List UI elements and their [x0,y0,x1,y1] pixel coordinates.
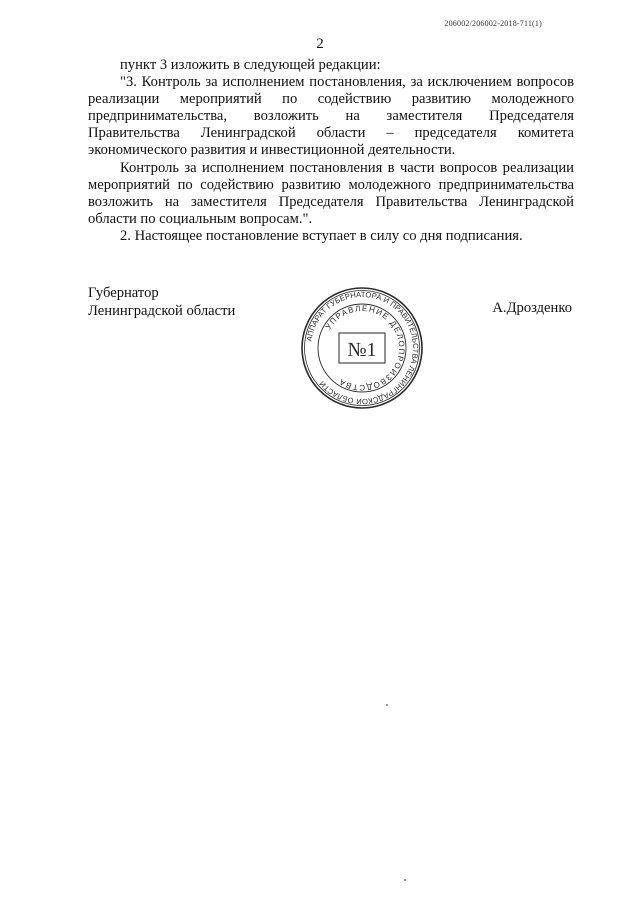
seal-outer-text: АППАРАТ ГУБЕРНАТОРА И ПРАВИТЕЛЬСТВА ЛЕНИНГРАДСКОЙ ОБЛАСТИ [304,289,421,407]
paragraph-effective: 2. Настоящее постановление вступает в силу со дня подписания. [120,227,523,244]
signatory-region: Ленинградской области [88,302,236,319]
signatory-title: Губернатор [88,285,159,301]
seal-inner-text: УПРАВЛЕНИЕ ДЕЛОПРОИЗВОДСТВА [323,303,407,393]
document-code: 206002/206002-2018-711(1) [444,19,542,28]
page-number: 2 [316,36,324,52]
signatory-position [88,285,235,320]
paragraph-control-1: "3. Контроль за исполнением постановления, за исключением вопросов реализации мероприятий по содействию развитию молодежного предпринимательства, возложить на заместителя Председателя Правительства Ленинградской области – председателя комитета экономического развития и инвестиционной деятельности. [88,74,574,159]
scan-speck [404,879,406,881]
document-body [88,57,574,245]
seal-stamp-graphic [300,286,424,410]
paragraph-intro: пункт 3 изложить в следующей редакции: [120,57,381,73]
signatory-name: А.Дрозденко [492,300,572,316]
official-seal [300,286,424,410]
seal-number: №1 [347,339,377,361]
paragraph-control-2: Контроль за исполнением постановления в части вопросов реализации мероприятий по содействию развитию молодежного предпринимательства возложить на заместителя Председателя Правительства Ленинградской области по социальным вопросам.". [88,159,574,227]
scan-speck [386,704,388,706]
